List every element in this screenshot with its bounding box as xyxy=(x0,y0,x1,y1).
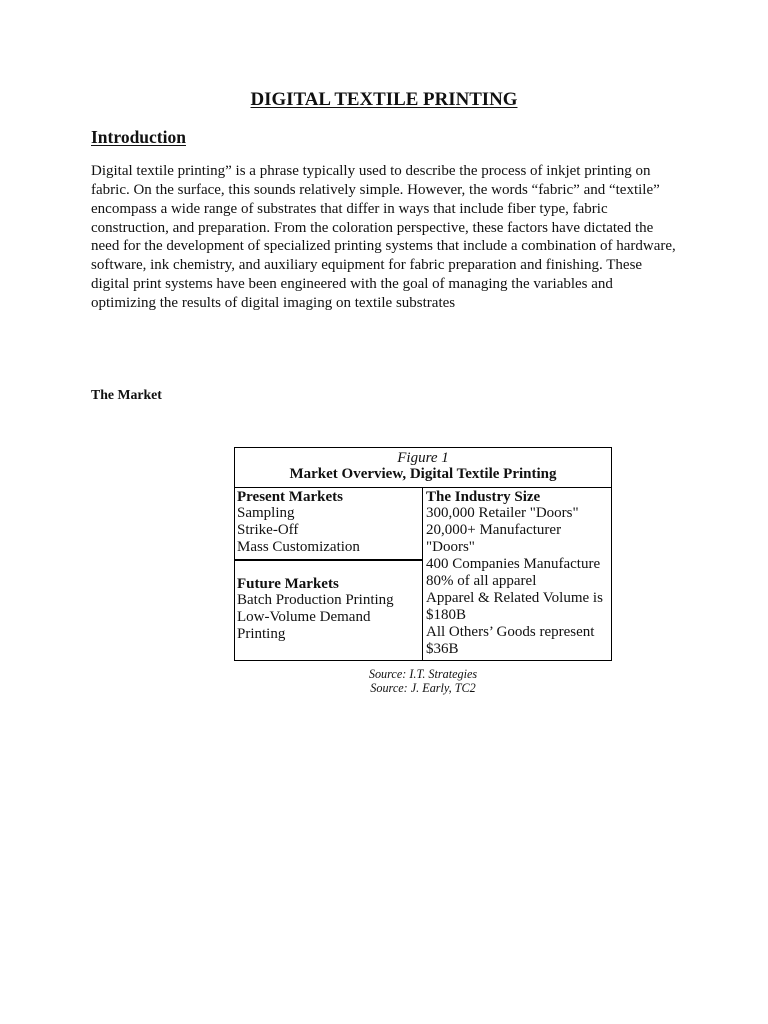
item-line: 80% of all apparel xyxy=(426,572,537,589)
source-line: Source: J. Early, TC2 xyxy=(370,681,476,695)
industry-size-item xyxy=(426,556,611,590)
future-markets-item xyxy=(237,609,422,643)
document-title: DIGITAL TEXTILE PRINTING xyxy=(250,89,518,110)
item-line: $180B xyxy=(426,606,467,623)
figure-sources xyxy=(234,667,612,695)
item-line: Sampling xyxy=(237,505,295,522)
item-line: Batch Production Printing xyxy=(237,592,394,609)
markets-column xyxy=(235,488,423,660)
item-line: Strike-Off xyxy=(237,522,299,539)
paragraph-line: construction, and preparation. From the coloration perspective, these factors have dictated the xyxy=(91,219,654,236)
figure-table xyxy=(234,447,612,661)
future-markets-cell xyxy=(235,561,422,643)
item-line: 300,000 Retailer "Doors" xyxy=(426,505,579,522)
figure-caption: Figure 1 xyxy=(397,449,449,466)
paragraph-line: software, ink chemistry, and auxiliary equipment for fabric preparation and finishing. These xyxy=(91,257,643,274)
industry-size-item xyxy=(426,522,611,556)
figure-header xyxy=(235,448,611,488)
section-heading-introduction: Introduction xyxy=(91,127,186,147)
industry-size-item xyxy=(426,505,611,522)
paragraph-line: optimizing the results of digital imaging on textile substrates xyxy=(91,295,456,312)
paragraph-line: encompass a wide range of substrates that differ in ways that include fiber type, fabric xyxy=(91,200,608,217)
paragraph-line: need for the development of specialized printing systems that include a combination of hardware, xyxy=(91,238,676,255)
item-line: 400 Companies Manufacture xyxy=(426,556,601,573)
item-line: All Others’ Goods represent xyxy=(426,623,595,640)
industry-size-item xyxy=(426,590,611,624)
industry-size-heading: The Industry Size xyxy=(426,488,541,505)
present-markets-heading: Present Markets xyxy=(237,488,343,505)
source-line: Source: I.T. Strategies xyxy=(368,667,478,681)
present-markets-item xyxy=(237,522,422,539)
item-line: Apparel & Related Volume is xyxy=(426,589,603,606)
figure-title: Market Overview, Digital Textile Printing xyxy=(289,466,557,483)
paragraph-line: Digital textile printing” is a phrase typically used to describe the process of inkjet printing on xyxy=(91,163,651,179)
paragraph-line: fabric. On the surface, this sounds relatively simple. However, the words “fabric” and “textile” xyxy=(91,181,660,198)
item-line: 20,000+ Manufacturer xyxy=(426,522,562,539)
item-line: $36B xyxy=(426,640,459,657)
item-line: "Doors" xyxy=(426,539,475,556)
item-line: Low-Volume Demand xyxy=(237,609,371,626)
present-markets-item xyxy=(237,539,422,556)
paragraph-line: digital print systems have been engineered with the goal of managing the variables and xyxy=(91,276,613,293)
item-line: Mass Customization xyxy=(237,539,360,556)
item-line: Printing xyxy=(237,626,286,643)
future-markets-item xyxy=(237,592,422,609)
industry-size-item xyxy=(426,624,611,658)
section-heading-market: The Market xyxy=(91,387,162,402)
intro-paragraph xyxy=(91,162,691,313)
present-markets-item xyxy=(237,505,422,522)
figure-body xyxy=(235,488,611,660)
future-markets-heading: Future Markets xyxy=(237,575,339,592)
present-markets-cell xyxy=(235,488,422,561)
industry-size-cell xyxy=(423,488,611,660)
